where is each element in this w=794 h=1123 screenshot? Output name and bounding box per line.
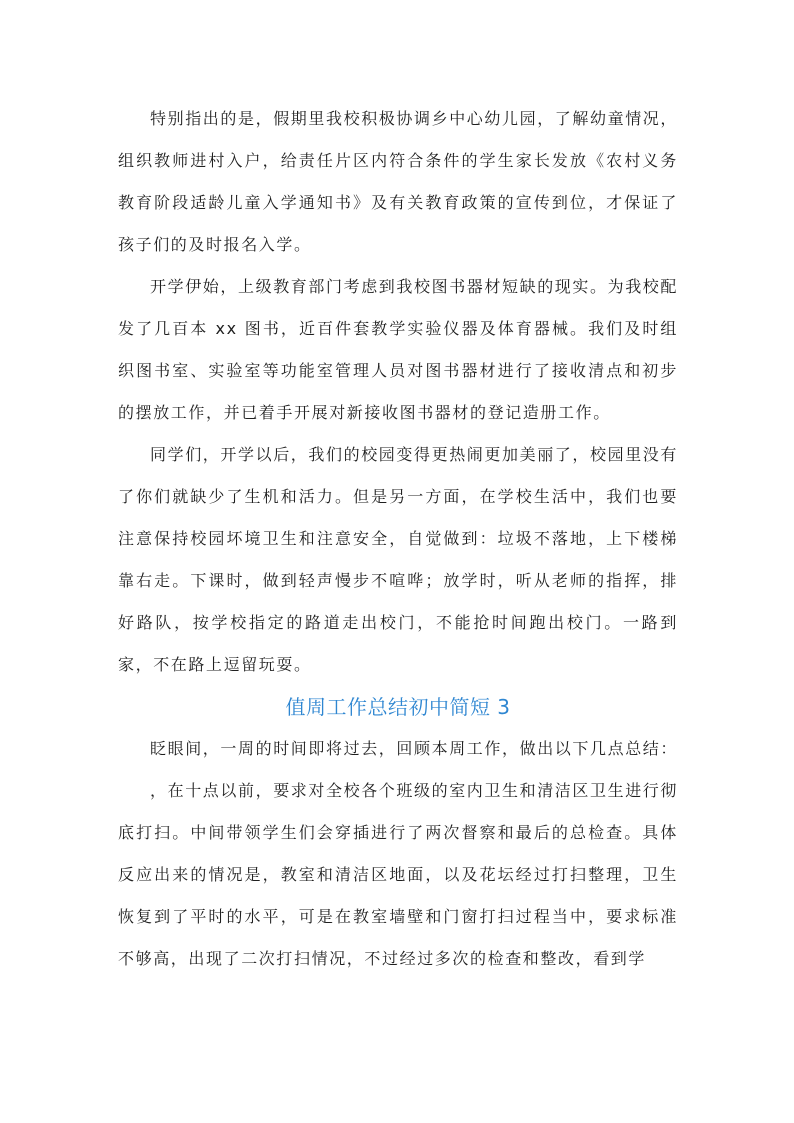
paragraph-week-summary-intro: 眨眼间，一周的时间即将过去，回顾本周工作，做出以下几点总结： (150, 739, 679, 758)
paragraph-library-equipment: 开学伊始，上级教育部门考虑到我校图书器材短缺的现实。为我校配发了几百本 xx 图书，近百件套教学实验仪器及体育器械。我们及时组织图书室、实验室等功能室管理人员对图书器材进行了接收清点和初步的摆放工作，并已着手开展对新接收图书器材的登记造册工作。 (118, 277, 679, 422)
document-body (118, 98, 678, 980)
paragraph-campus-safety: 同学们，开学以后，我们的校园变得更热闹更加美丽了，校园里没有了你们就缺少了生机和活力。但是另一方面，在学校生活中，我们也要注意保持校园坏境卫生和注意安全，自觉做到：垃圾不落地，上下楼梯靠右走。下课时，做到轻声慢步不喧哗；放学时，听从老师的指挥，排好路队，按学校指定的路道走出校门，不能抢时间跑出校门。一路到家，不在路上逗留玩耍。 (118, 445, 679, 674)
paragraph-kindergarten-coordination: 特别指出的是，假期里我校积极协调乡中心幼儿园，了解幼童情况，组织教师进村入户，给责任片区内符合条件的学生家长发放《农村义务教育阶段适龄儿童入学通知书》及有关教育政策的宣传到位，才保证了孩子们的及时报名入学。 (118, 109, 679, 254)
paragraph-cleaning-report: ，在十点以前，要求对全校各个班级的室内卫生和清洁区卫生进行彻底打扫。中间带领学生们会穿插进行了两次督察和最后的总检查。具体反应出来的情况是，教室和清洁区地面，以及花坛经过打扫整理，卫生恢复到了平时的水平，可是在教室墙壁和门窗打扫过程当中，要求标准不够高，出现了二次打扫情况，不过经过多次的检查和整改，看到学 (118, 781, 679, 968)
section-heading: 值周工作总结初中简短 3 (285, 695, 511, 719)
